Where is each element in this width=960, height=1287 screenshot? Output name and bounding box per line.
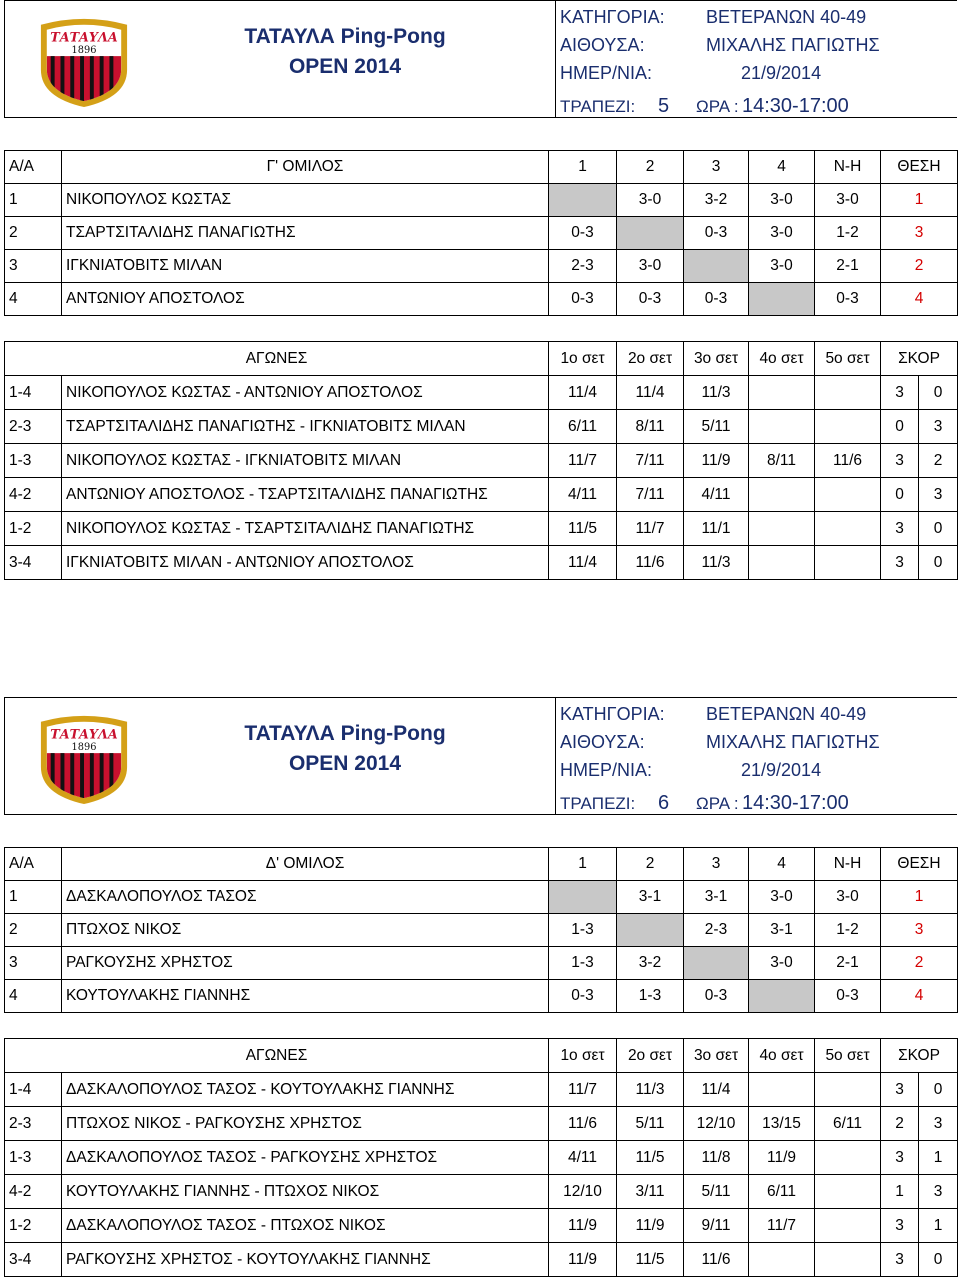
position-cell: 4 — [881, 283, 958, 316]
set-score: 11/7 — [549, 1073, 617, 1107]
logo-text: ΤΑΤΑΥΛΑ — [50, 726, 118, 742]
result-cell: 3-1 — [684, 881, 749, 914]
matches-header-cell: 1ο σετ — [549, 1039, 617, 1073]
player-name: ΡΑΓΚΟΥΣΗΣ ΧΡΗΣΤΟΣ — [62, 947, 549, 980]
group-table — [4, 150, 958, 316]
match-score-b: 1 — [919, 1209, 958, 1243]
player-name: ΠΤΩΧΟΣ ΝΙΚΟΣ — [62, 914, 549, 947]
match-players: ΙΓΚΝΙΑΤΟΒΙΤΣ ΜΙΛΑΝ - ΑΝΤΩΝΙΟΥ ΑΠΟΣΤΟΛΟΣ — [62, 546, 549, 580]
group-header-cell: 3 — [684, 151, 749, 184]
match-row — [5, 1243, 958, 1277]
match-players: ΝΙΚΟΠΟΥΛΟΣ ΚΩΣΤΑΣ - ΙΓΚΝΙΑΤΟΒΙΤΣ ΜΙΛΑΝ — [62, 444, 549, 478]
player-name: ΔΑΣΚΑΛΟΠΟΥΛΟΣ ΤΑΣΟΣ — [62, 881, 549, 914]
match-id: 1-2 — [5, 1209, 62, 1243]
group-header-cell: ΘΕΣΗ — [881, 151, 958, 184]
group-header-cell: Α/Α — [5, 848, 62, 881]
matches-header-cell: 2ο σετ — [617, 1039, 684, 1073]
set-score: 11/6 — [684, 1243, 749, 1277]
result-cell: 1-3 — [549, 947, 617, 980]
hall-value: ΜΙΧΑΛΗΣ ΠΑΓΙΩΤΗΣ — [706, 732, 880, 752]
match-id: 1-4 — [5, 1073, 62, 1107]
date-value: 21/9/2014 — [741, 63, 822, 83]
set-score — [749, 410, 815, 444]
result-cell: 3-0 — [749, 184, 815, 217]
set-score: 11/8 — [684, 1141, 749, 1175]
set-score — [815, 1141, 881, 1175]
group-header-cell: Ν-Η — [815, 848, 881, 881]
player-name: ΙΓΚΝΙΑΤΟΒΙΤΣ ΜΙΛΑΝ — [62, 250, 549, 283]
set-score: 9/11 — [684, 1209, 749, 1243]
result-cell — [684, 947, 749, 980]
match-id: 1-4 — [5, 376, 62, 410]
player-number: 2 — [5, 914, 62, 947]
set-score: 11/3 — [684, 376, 749, 410]
category-value: ΒΕΤΕΡΑΝΩΝ 40-49 — [706, 7, 867, 27]
group-header-cell: ΘΕΣΗ — [881, 848, 958, 881]
group-row — [5, 283, 958, 316]
set-score: 5/11 — [684, 410, 749, 444]
set-score: 11/4 — [684, 1073, 749, 1107]
matches-header-cell: 3ο σετ — [684, 1039, 749, 1073]
matches-header-cell: ΣΚΟΡ — [881, 1039, 958, 1073]
group-header-cell: Δ' ΟΜΙΛΟΣ — [62, 848, 549, 881]
match-players: ΚΟΥΤΟΥΛΑΚΗΣ ΓΙΑΝΝΗΣ - ΠΤΩΧΟΣ ΝΙΚΟΣ — [62, 1175, 549, 1209]
date-value: 21/9/2014 — [741, 760, 822, 780]
result-cell: 3-0 — [749, 947, 815, 980]
table-value: 5 — [658, 95, 670, 117]
match-players: ΝΙΚΟΠΟΥΛΟΣ ΚΩΣΤΑΣ - ΑΝΤΩΝΙΟΥ ΑΠΟΣΤΟΛΟΣ — [62, 376, 549, 410]
set-score: 5/11 — [684, 1175, 749, 1209]
match-row — [5, 1209, 958, 1243]
group-header-cell: Γ' ΟΜΙΛΟΣ — [62, 151, 549, 184]
match-players: ΔΑΣΚΑΛΟΠΟΥΛΟΣ ΤΑΣΟΣ - ΡΑΓΚΟΥΣΗΣ ΧΡΗΣΤΟΣ — [62, 1141, 549, 1175]
matches-header-cell: 4ο σετ — [749, 1039, 815, 1073]
group-row — [5, 250, 958, 283]
match-id: 3-4 — [5, 546, 62, 580]
match-score-a: 2 — [881, 1107, 919, 1141]
match-score-b: 3 — [919, 478, 958, 512]
set-score: 11/9 — [617, 1209, 684, 1243]
set-score: 11/5 — [617, 1141, 684, 1175]
player-name: ΤΣΑΡΤΣΙΤΑΛΙΔΗΣ ΠΑΝΑΓΙΩΤΗΣ — [62, 217, 549, 250]
match-score-a: 3 — [881, 1073, 919, 1107]
position-cell: 4 — [881, 980, 958, 1013]
position-cell: 2 — [881, 250, 958, 283]
match-score-a: 3 — [881, 376, 919, 410]
result-cell: 2-3 — [549, 250, 617, 283]
player-number: 1 — [5, 184, 62, 217]
set-score: 11/4 — [617, 376, 684, 410]
match-row — [5, 478, 958, 512]
set-score — [815, 376, 881, 410]
match-score-a: 3 — [881, 1243, 919, 1277]
group-row — [5, 980, 958, 1013]
match-score-a: 3 — [881, 1209, 919, 1243]
result-cell: 3-0 — [617, 250, 684, 283]
match-row — [5, 546, 958, 580]
set-score: 11/9 — [749, 1141, 815, 1175]
match-players: ΝΙΚΟΠΟΥΛΟΣ ΚΩΣΤΑΣ - ΤΣΑΡΤΣΙΤΑΛΙΔΗΣ ΠΑΝΑΓΙΩΤΗΣ — [62, 512, 549, 546]
match-id: 4-2 — [5, 1175, 62, 1209]
time-value: 14:30-17:00 — [742, 792, 849, 814]
result-cell: 3-2 — [684, 184, 749, 217]
set-score: 7/11 — [617, 478, 684, 512]
result-cell: 0-3 — [549, 217, 617, 250]
set-score: 12/10 — [549, 1175, 617, 1209]
match-score-a: 3 — [881, 512, 919, 546]
match-row — [5, 1073, 958, 1107]
logo-year: 1896 — [71, 45, 97, 57]
match-id: 1-3 — [5, 1141, 62, 1175]
set-score: 11/9 — [684, 444, 749, 478]
player-number: 4 — [5, 980, 62, 1013]
set-score: 8/11 — [617, 410, 684, 444]
match-row — [5, 1175, 958, 1209]
sheet-header — [4, 697, 957, 815]
time-label: ΩΡΑ : — [696, 794, 739, 813]
matches-header-cell: ΣΚΟΡ — [881, 342, 958, 376]
set-score — [815, 478, 881, 512]
wins-losses: 2-1 — [815, 250, 881, 283]
hall-value: ΜΙΧΑΛΗΣ ΠΑΓΙΩΤΗΣ — [706, 35, 880, 55]
match-id: 2-3 — [5, 410, 62, 444]
table-label: ΤΡΑΠΕΖΙ: — [560, 794, 636, 813]
match-score-a: 3 — [881, 444, 919, 478]
set-score — [749, 1243, 815, 1277]
match-id: 1-3 — [5, 444, 62, 478]
table-value: 6 — [658, 792, 670, 814]
match-score-a: 0 — [881, 410, 919, 444]
wins-losses: 0-3 — [815, 980, 881, 1013]
match-id: 2-3 — [5, 1107, 62, 1141]
group-header-cell: 3 — [684, 848, 749, 881]
date-label: ΗΜΕΡ/ΝΙΑ: — [560, 760, 653, 780]
match-row — [5, 376, 958, 410]
match-players: ΤΣΑΡΤΣΙΤΑΛΙΔΗΣ ΠΑΝΑΓΙΩΤΗΣ - ΙΓΚΝΙΑΤΟΒΙΤΣ ΜΙΛΑΝ — [62, 410, 549, 444]
player-name: ΝΙΚΟΠΟΥΛΟΣ ΚΩΣΤΑΣ — [62, 184, 549, 217]
player-number: 3 — [5, 947, 62, 980]
set-score: 11/6 — [815, 444, 881, 478]
matches-header-cell: 1ο σετ — [549, 342, 617, 376]
time-label: ΩΡΑ : — [696, 97, 739, 116]
result-cell — [617, 914, 684, 947]
set-score: 13/15 — [749, 1107, 815, 1141]
position-cell: 1 — [881, 184, 958, 217]
logo-year: 1896 — [71, 742, 97, 754]
group-row — [5, 914, 958, 947]
set-score — [815, 1175, 881, 1209]
group-header-cell: 2 — [617, 151, 684, 184]
set-score — [749, 512, 815, 546]
result-cell: 3-1 — [617, 881, 684, 914]
match-score-b: 0 — [919, 512, 958, 546]
set-score: 3/11 — [617, 1175, 684, 1209]
hall-label: ΑΙΘΟΥΣΑ: — [560, 35, 645, 55]
match-score-a: 3 — [881, 546, 919, 580]
match-players: ΠΤΩΧΟΣ ΝΙΚΟΣ - ΡΑΓΚΟΥΣΗΣ ΧΡΗΣΤΟΣ — [62, 1107, 549, 1141]
position-cell: 3 — [881, 914, 958, 947]
tataula-crest-logo — [35, 712, 133, 806]
set-score: 6/11 — [549, 410, 617, 444]
group-header-cell: 1 — [549, 848, 617, 881]
matches-table — [4, 341, 958, 580]
group-row — [5, 184, 958, 217]
result-cell: 0-3 — [684, 980, 749, 1013]
match-score-b: 0 — [919, 376, 958, 410]
set-score: 11/1 — [684, 512, 749, 546]
set-score: 11/4 — [549, 546, 617, 580]
set-score: 11/3 — [617, 1073, 684, 1107]
sheet-info — [555, 698, 958, 814]
result-cell — [749, 980, 815, 1013]
set-score: 11/5 — [617, 1243, 684, 1277]
set-score — [815, 546, 881, 580]
group-table — [4, 847, 958, 1013]
event-subtitle: OPEN 2014 — [288, 55, 402, 78]
set-score: 11/9 — [549, 1243, 617, 1277]
match-score-b: 0 — [919, 1243, 958, 1277]
matches-header-cell: 2ο σετ — [617, 342, 684, 376]
position-cell: 2 — [881, 947, 958, 980]
set-score: 4/11 — [549, 478, 617, 512]
result-cell — [617, 217, 684, 250]
group-header-row — [5, 848, 958, 881]
match-score-a: 3 — [881, 1141, 919, 1175]
matches-header-row — [5, 342, 958, 376]
result-cell: 3-0 — [749, 217, 815, 250]
wins-losses: 0-3 — [815, 283, 881, 316]
position-cell: 3 — [881, 217, 958, 250]
set-score: 5/11 — [617, 1107, 684, 1141]
result-cell: 2-3 — [684, 914, 749, 947]
set-score — [815, 1209, 881, 1243]
set-score: 4/11 — [549, 1141, 617, 1175]
player-number: 1 — [5, 881, 62, 914]
match-score-b: 3 — [919, 1175, 958, 1209]
logo-text: ΤΑΤΑΥΛΑ — [50, 29, 118, 45]
match-row — [5, 410, 958, 444]
match-score-b: 3 — [919, 1107, 958, 1141]
result-cell: 3-0 — [749, 250, 815, 283]
match-players: ΔΑΣΚΑΛΟΠΟΥΛΟΣ ΤΑΣΟΣ - ΠΤΩΧΟΣ ΝΙΚΟΣ — [62, 1209, 549, 1243]
matches-table — [4, 1038, 958, 1277]
set-score — [815, 410, 881, 444]
set-score — [749, 376, 815, 410]
position-cell: 1 — [881, 881, 958, 914]
match-score-b: 0 — [919, 546, 958, 580]
match-row — [5, 1141, 958, 1175]
matches-header-cell: 4ο σετ — [749, 342, 815, 376]
sheet-info — [555, 1, 958, 117]
result-cell — [749, 283, 815, 316]
set-score — [815, 512, 881, 546]
group-sheet — [4, 0, 957, 590]
result-cell: 1-3 — [617, 980, 684, 1013]
group-header-cell: 2 — [617, 848, 684, 881]
match-players: ΡΑΓΚΟΥΣΗΣ ΧΡΗΣΤΟΣ - ΚΟΥΤΟΥΛΑΚΗΣ ΓΙΑΝΝΗΣ — [62, 1243, 549, 1277]
match-row — [5, 1107, 958, 1141]
group-header-cell: 4 — [749, 151, 815, 184]
result-cell: 1-3 — [549, 914, 617, 947]
wins-losses: 3-0 — [815, 184, 881, 217]
player-number: 2 — [5, 217, 62, 250]
result-cell — [684, 250, 749, 283]
player-name: ΑΝΤΩΝΙΟΥ ΑΠΟΣΤΟΛΟΣ — [62, 283, 549, 316]
result-cell: 0-3 — [617, 283, 684, 316]
set-score — [815, 1073, 881, 1107]
set-score: 11/9 — [549, 1209, 617, 1243]
set-score: 7/11 — [617, 444, 684, 478]
result-cell: 0-3 — [549, 980, 617, 1013]
matches-header-cell: ΑΓΩΝΕΣ — [5, 342, 549, 376]
wins-losses: 1-2 — [815, 914, 881, 947]
player-number: 3 — [5, 250, 62, 283]
date-label: ΗΜΕΡ/ΝΙΑ: — [560, 63, 653, 83]
table-label: ΤΡΑΠΕΖΙ: — [560, 97, 636, 116]
matches-header-cell: ΑΓΩΝΕΣ — [5, 1039, 549, 1073]
result-cell: 0-3 — [549, 283, 617, 316]
result-cell: 3-0 — [617, 184, 684, 217]
match-players: ΔΑΣΚΑΛΟΠΟΥΛΟΣ ΤΑΣΟΣ - ΚΟΥΤΟΥΛΑΚΗΣ ΓΙΑΝΝΗΣ — [62, 1073, 549, 1107]
result-cell: 3-0 — [749, 881, 815, 914]
set-score: 12/10 — [684, 1107, 749, 1141]
result-cell — [549, 184, 617, 217]
category-value: ΒΕΤΕΡΑΝΩΝ 40-49 — [706, 704, 867, 724]
time-value: 14:30-17:00 — [742, 95, 849, 117]
group-row — [5, 947, 958, 980]
set-score: 4/11 — [684, 478, 749, 512]
result-cell: 0-3 — [684, 283, 749, 316]
set-score: 6/11 — [749, 1175, 815, 1209]
set-score: 11/7 — [617, 512, 684, 546]
set-score: 11/7 — [749, 1209, 815, 1243]
set-score — [749, 478, 815, 512]
hall-label: ΑΙΘΟΥΣΑ: — [560, 732, 645, 752]
category-label: ΚΑΤΗΓΟΡΙΑ: — [560, 704, 665, 724]
set-score: 6/11 — [815, 1107, 881, 1141]
wins-losses: 3-0 — [815, 881, 881, 914]
matches-header-cell: 3ο σετ — [684, 342, 749, 376]
set-score: 11/5 — [549, 512, 617, 546]
player-number: 4 — [5, 283, 62, 316]
set-score — [749, 546, 815, 580]
match-score-a: 1 — [881, 1175, 919, 1209]
set-score: 11/6 — [617, 546, 684, 580]
group-row — [5, 881, 958, 914]
group-header-cell: 4 — [749, 848, 815, 881]
match-score-b: 1 — [919, 1141, 958, 1175]
match-score-b: 3 — [919, 410, 958, 444]
set-score: 11/7 — [549, 444, 617, 478]
match-id: 4-2 — [5, 478, 62, 512]
group-header-row — [5, 151, 958, 184]
matches-header-cell: 5ο σετ — [815, 1039, 881, 1073]
result-cell: 3-2 — [617, 947, 684, 980]
event-title: ΤΑΤΑΥΛΑ Ping-Pong — [244, 25, 446, 48]
group-header-cell: 1 — [549, 151, 617, 184]
set-score: 8/11 — [749, 444, 815, 478]
result-cell — [549, 881, 617, 914]
match-score-b: 0 — [919, 1073, 958, 1107]
sheet-header — [4, 0, 957, 118]
group-row — [5, 217, 958, 250]
player-name: ΚΟΥΤΟΥΛΑΚΗΣ ΓΙΑΝΝΗΣ — [62, 980, 549, 1013]
matches-header-row — [5, 1039, 958, 1073]
group-header-cell: Ν-Η — [815, 151, 881, 184]
match-row — [5, 512, 958, 546]
category-label: ΚΑΤΗΓΟΡΙΑ: — [560, 7, 665, 27]
wins-losses: 2-1 — [815, 947, 881, 980]
match-id: 3-4 — [5, 1243, 62, 1277]
match-id: 1-2 — [5, 512, 62, 546]
match-score-b: 2 — [919, 444, 958, 478]
wins-losses: 1-2 — [815, 217, 881, 250]
event-title: ΤΑΤΑΥΛΑ Ping-Pong — [244, 722, 446, 745]
set-score: 11/4 — [549, 376, 617, 410]
match-score-a: 0 — [881, 478, 919, 512]
match-players: ΑΝΤΩΝΙΟΥ ΑΠΟΣΤΟΛΟΣ - ΤΣΑΡΤΣΙΤΑΛΙΔΗΣ ΠΑΝΑΓΙΩΤΗΣ — [62, 478, 549, 512]
match-row — [5, 444, 958, 478]
group-sheet — [4, 697, 957, 1287]
set-score: 11/3 — [684, 546, 749, 580]
group-header-cell: Α/Α — [5, 151, 62, 184]
result-cell: 0-3 — [684, 217, 749, 250]
matches-header-cell: 5ο σετ — [815, 342, 881, 376]
set-score: 11/6 — [549, 1107, 617, 1141]
result-cell: 3-1 — [749, 914, 815, 947]
event-subtitle: OPEN 2014 — [288, 752, 402, 775]
set-score — [815, 1243, 881, 1277]
tataula-crest-logo — [35, 15, 133, 109]
set-score — [749, 1073, 815, 1107]
